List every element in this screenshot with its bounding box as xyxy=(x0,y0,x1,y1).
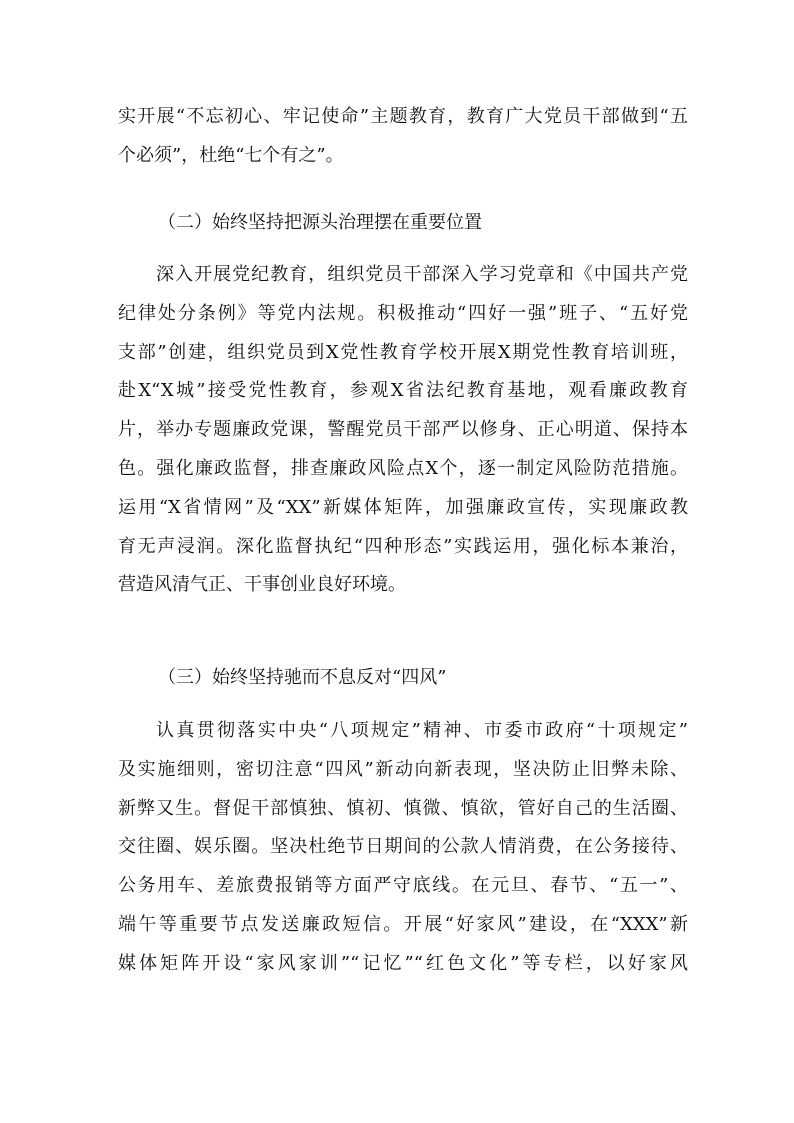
text-line: 赴X“X城”接受党性教育，参观X省法纪教育基地，观看廉政教育 xyxy=(118,380,688,402)
section-heading-2: （二）始终坚持把源头治理摆在重要位置 xyxy=(158,212,482,233)
text-line: 个必须”，杜绝“七个有之”。 xyxy=(118,144,344,166)
text-line: 纪律处分条例》等党内法规。积极推动“四好一强”班子、“五好党 xyxy=(118,302,688,324)
text-line: 营造风清气正、干事创业良好环境。 xyxy=(118,574,406,596)
text-line: 支部”创建，组织党员到X党性教育学校开展X期党性教育培训班， xyxy=(118,341,688,363)
text-line: 交往圈、娱乐圈。坚决杜绝节日期间的公款人情消费，在公务接待、 xyxy=(118,836,688,858)
text-line: 及实施细则，密切注意“四风”新动向新表现，坚决防止旧弊未除、 xyxy=(118,758,688,780)
text-line: 端午等重要节点发送廉政短信。开展“好家风”建设，在“XXX”新 xyxy=(118,913,688,935)
text-line: 认真贯彻落实中央“八项规定”精神、市委市政府“十项规定” xyxy=(156,720,688,741)
section-heading-3: （三）始终坚持驰而不息反对“四风” xyxy=(158,667,447,688)
text-line: 新弊又生。督促干部慎独、慎初、慎微、慎欲，管好自己的生活圈、 xyxy=(118,797,688,819)
text-line: 运用“X省情网”及“XX”新媒体矩阵，加强廉政宣传，实现廉政教 xyxy=(118,496,688,518)
text-line: 片，举办专题廉政党课，警醒党员干部严以修身、正心明道、保持本 xyxy=(118,419,688,441)
text-line: 媒体矩阵开设“家风家训”“记忆”“红色文化”等专栏，以好家风 xyxy=(118,952,688,974)
text-line: 深入开展党纪教育，组织党员干部深入学习党章和《中国共产党 xyxy=(156,264,688,285)
paragraph-section-1-tail xyxy=(118,98,688,176)
text-line: 实开展“不忘初心、牢记使命”主题教育，教育广大党员干部做到“五 xyxy=(118,106,688,127)
text-line: 育无声浸润。深化监督执纪“四种形态”实践运用，强化标本兼治， xyxy=(118,535,688,557)
text-line: 公务用车、差旅费报销等方面严守底线。在元旦、春节、“五一”、 xyxy=(118,875,688,897)
text-line: 色。强化廉政监督，排查廉政风险点X个，逐一制定风险防范措施。 xyxy=(118,457,688,479)
paragraph-section-3 xyxy=(118,712,688,984)
paragraph-section-2 xyxy=(118,256,688,605)
